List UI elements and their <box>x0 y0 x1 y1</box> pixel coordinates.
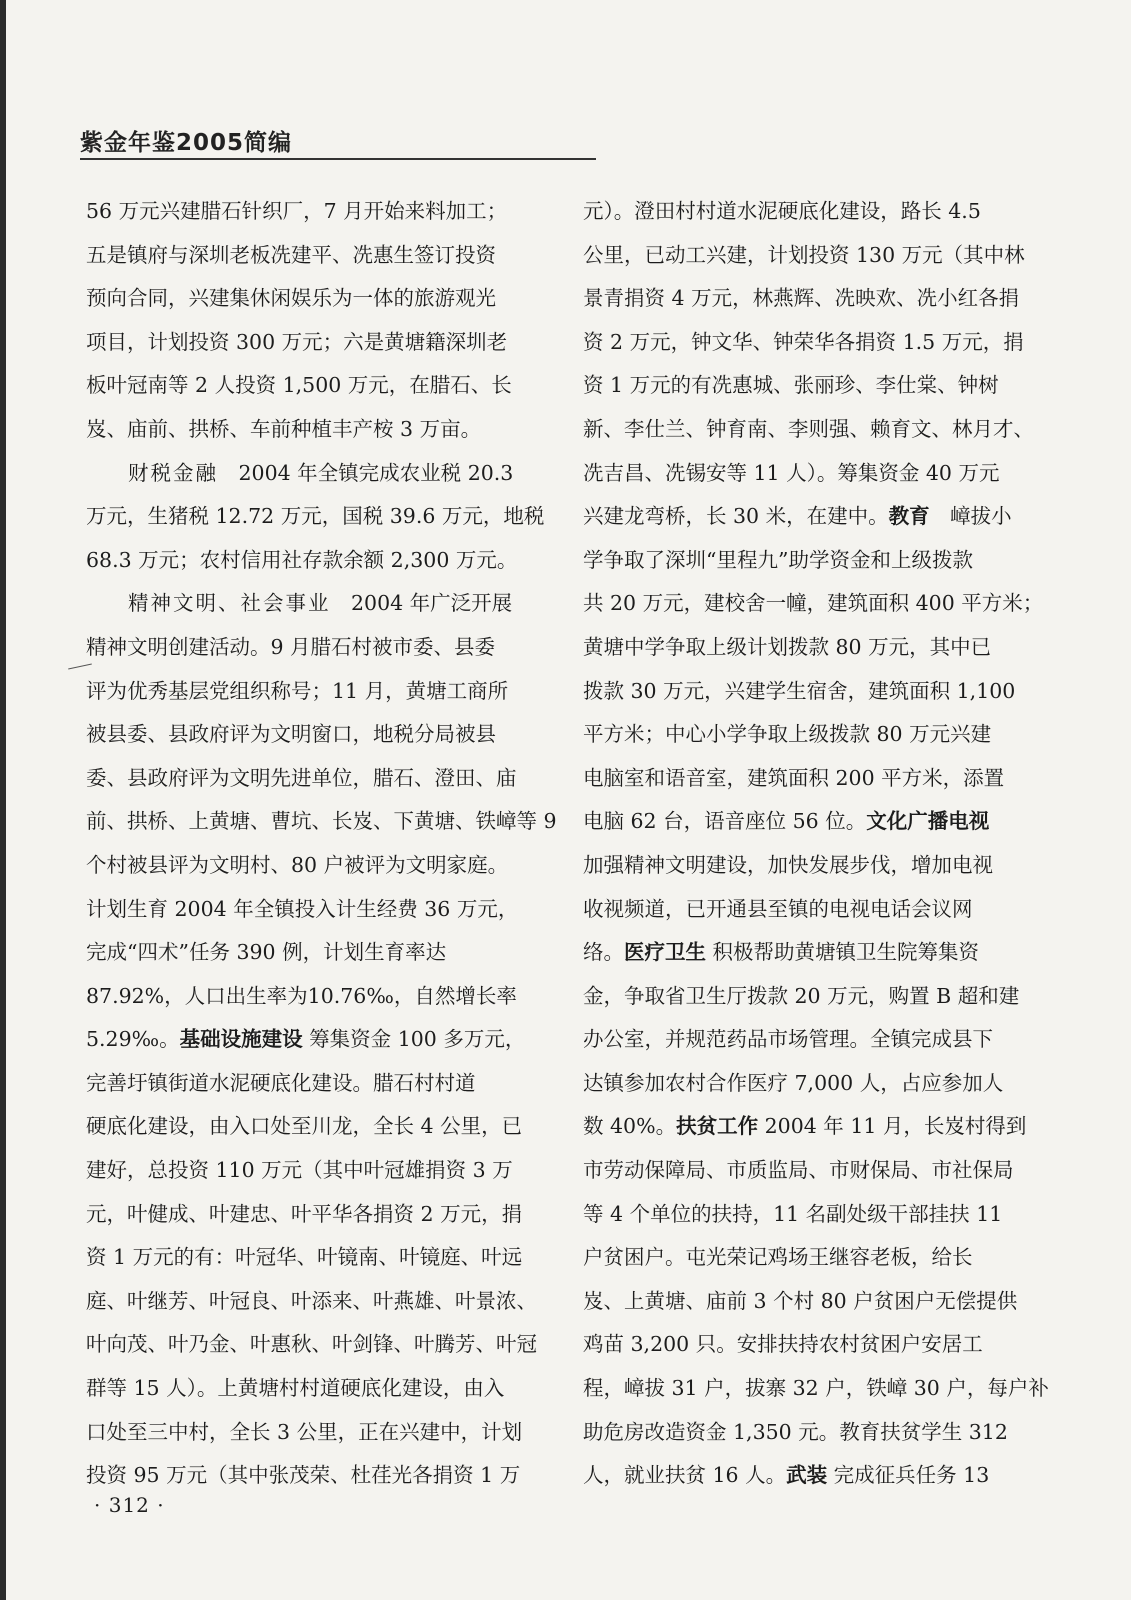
text-line <box>86 1062 526 1106</box>
text-line <box>583 582 1044 626</box>
text-run: 68.3 万元；农村信用社存款余额 2,300 万元。 <box>86 547 518 572</box>
text-run: 2004 年广泛开展 <box>330 591 513 616</box>
text-run: 新、李仕兰、钟育南、李则强、赖育文、林月才、 <box>583 416 1034 441</box>
text-run: 冼吉昌、冼锡安等 11 人）。筹集资金 40 万元 <box>583 460 1000 485</box>
text-line <box>583 1454 1025 1498</box>
text-run: 项目，计划投资 300 万元；六是黄塘籍深圳老 <box>86 329 508 354</box>
text-line <box>583 452 1025 496</box>
section-keyword: 武装 <box>786 1463 828 1488</box>
text-line <box>86 1018 526 1062</box>
text-run: 资 2 万元，钟文华、钟荣华各捐资 1.5 万元，捐 <box>583 329 1024 354</box>
text-line <box>86 190 526 234</box>
text-run: 被县委、县政府评为文明窗口，地税分局被县 <box>86 722 496 747</box>
text-run: 资 1 万元的有：叶冠华、叶镜南、叶镜庭、叶远 <box>86 1245 523 1270</box>
text-run: 兴建龙弯桥，长 30 米，在建中。 <box>583 504 889 529</box>
text-line <box>86 757 526 801</box>
text-line <box>86 1411 526 1455</box>
text-run: 人，就业扶贫 16 人。 <box>583 1463 787 1488</box>
text-line <box>583 495 1025 539</box>
text-line <box>86 1280 537 1324</box>
text-run: 筹集资金 100 多万元， <box>302 1027 526 1052</box>
text-run: 计划生育 2004 年全镇投入计生经费 36 万元， <box>86 896 519 921</box>
text-line <box>583 931 1025 975</box>
text-line <box>86 408 526 452</box>
text-line <box>86 975 526 1019</box>
text-run: 拨款 30 万元，兴建学生宿舍，建筑面积 1,100 <box>583 678 1016 703</box>
text-run: 群等 15 人）。上黄塘村村道硬底化建设，由入 <box>86 1376 505 1401</box>
text-run: 元）。澄田村村道水泥硬底化建设，路长 4.5 <box>583 199 981 223</box>
text-line <box>86 888 526 932</box>
text-line <box>86 670 526 714</box>
text-line <box>86 495 545 539</box>
text-line <box>86 1454 526 1498</box>
text-run: 学争取了深圳“里程九”助学资金和上级拨款 <box>583 547 973 572</box>
text-line <box>86 931 526 975</box>
text-line <box>86 1236 526 1280</box>
text-run: 5.29‰。 <box>86 1027 180 1052</box>
text-line <box>86 844 526 888</box>
text-line <box>583 713 1025 757</box>
text-run: 56 万元兴建腊石针织厂，7 月开始来料加工； <box>86 199 508 223</box>
text-run: 87.92%，人口出生率为10.76‰，自然增长率 <box>86 983 517 1008</box>
text-line <box>583 800 1025 844</box>
text-line <box>86 1367 526 1411</box>
text-line <box>583 1062 1025 1106</box>
section-keyword: 精神文明、社会事业 <box>128 591 331 616</box>
text-run: 数 40%。 <box>583 1114 677 1139</box>
text-run: 程，嶂拔 31 户，拔寨 32 户，铁嶂 30 户，每户补 <box>583 1376 1049 1401</box>
text-run: 精神文明创建活动。9 月腊石村被市委、县委 <box>86 634 496 659</box>
scan-edge <box>0 0 6 1600</box>
text-run: 岌、庙前、拱桥、车前种植丰产桉 3 万亩。 <box>86 416 482 441</box>
text-run: 完善圩镇街道水泥硬底化建设。腊石村村道 <box>86 1070 476 1095</box>
text-run: 金，争取省卫生厅拨款 20 万元，购置 B 超和建 <box>583 983 1020 1008</box>
text-run: 2004 年 11 月，长岌村得到 <box>758 1114 1027 1139</box>
text-line <box>583 1236 1025 1280</box>
running-header-title: 紫金年鉴2005简编 <box>80 130 293 156</box>
text-run: 达镇参加农村合作医疗 7,000 人，占应参加人 <box>583 1070 1004 1095</box>
text-line <box>583 234 1025 278</box>
text-run: 公里，已动工兴建，计划投资 130 万元（其中林 <box>583 242 1025 267</box>
text-line <box>86 713 526 757</box>
text-run: 鸡苗 3,200 只。安排扶持农村贫困户安居工 <box>583 1332 983 1357</box>
text-run: 口处至三中村，全长 3 公里，正在兴建中，计划 <box>86 1419 523 1444</box>
text-line <box>583 844 1025 888</box>
text-line <box>86 1323 537 1367</box>
text-run: 个村被县评为文明村、80 户被评为文明家庭。 <box>86 852 509 877</box>
text-run: 加强精神文明建设，加快发展步伐，增加电视 <box>583 852 993 877</box>
text-line <box>86 321 526 365</box>
text-run: 五是镇府与深圳老板冼建平、冼惠生签订投资 <box>86 242 496 267</box>
text-line <box>86 800 557 844</box>
text-run: 户贫困户。屯光荣记鸡场王继容老板，给长 <box>583 1245 973 1270</box>
text-run: 积极帮助黄塘镇卫生院筹集资 <box>706 940 980 965</box>
text-line <box>583 1149 1025 1193</box>
text-run: 办公室，并规范药品市场管理。全镇完成县下 <box>583 1027 993 1052</box>
text-run: 平方米；中心小学争取上级拨款 80 万元兴建 <box>583 722 992 747</box>
right-text-column <box>583 190 1049 1498</box>
text-line <box>86 364 526 408</box>
text-run: 庭、叶继芳、叶冠良、叶添来、叶燕雄、叶景浓、 <box>86 1288 537 1313</box>
text-run: 景青捐资 4 万元，林燕辉、冼映欢、冼小红各捐 <box>583 286 1020 311</box>
text-run: 嶂拔小 <box>929 504 1012 529</box>
left-text-column <box>86 190 557 1498</box>
text-run: 等 4 个单位的扶持，11 名副处级干部挂扶 11 <box>583 1201 1003 1226</box>
text-line <box>583 277 1025 321</box>
text-run: 元，叶健成、叶建忠、叶平华各捐资 2 万元，捐 <box>86 1201 523 1226</box>
text-run: 黄塘中学争取上级计划拨款 80 万元，其中已 <box>583 634 992 659</box>
page-number: · 312 · <box>94 1493 165 1517</box>
text-line <box>583 1323 1025 1367</box>
text-line <box>583 1193 1025 1237</box>
text-line <box>86 234 526 278</box>
header-rule <box>80 158 596 160</box>
text-run: 资 1 万元的有冼惠城、张丽珍、李仕棠、钟树 <box>583 373 999 398</box>
text-line <box>583 539 1025 583</box>
text-run: 预向合同，兴建集休闲娱乐为一体的旅游观光 <box>86 286 496 311</box>
text-run: 建好，总投资 110 万元（其中叶冠雄捐资 3 万 <box>86 1158 513 1183</box>
text-line <box>583 670 1025 714</box>
section-keyword: 文化广播电视 <box>866 809 990 834</box>
text-line <box>583 408 1034 452</box>
text-run: 完成征兵任务 13 <box>827 1463 990 1488</box>
text-line <box>583 1105 1025 1149</box>
text-run: 电脑室和语音室，建筑面积 200 平方米，添置 <box>583 765 1005 790</box>
text-run: 2004 年全镇完成农业税 20.3 <box>218 460 514 485</box>
text-line <box>583 1411 1025 1455</box>
text-line <box>583 321 1025 365</box>
text-run: 完成“四术”任务 390 例，计划生育率达 <box>86 940 447 965</box>
text-line <box>583 1367 1049 1411</box>
text-run: 硬底化建设，由入口处至川龙，全长 4 公里，已 <box>86 1114 523 1139</box>
text-run: 万元，生猪税 12.72 万元，国税 39.6 万元，地税 <box>86 504 545 529</box>
text-run: 投资 95 万元（其中张茂荣、杜荏光各捐资 1 万 <box>86 1463 521 1488</box>
text-line <box>583 888 1025 932</box>
text-line <box>583 626 1025 670</box>
text-line <box>86 452 526 496</box>
text-line <box>583 1280 1025 1324</box>
text-line <box>583 190 1025 234</box>
text-line <box>86 1193 526 1237</box>
text-line <box>86 582 526 626</box>
text-run: 络。 <box>583 940 624 965</box>
text-run: 市劳动保障局、市质监局、市财保局、市社保局 <box>583 1158 1014 1183</box>
text-line <box>583 975 1025 1019</box>
text-line <box>583 364 1025 408</box>
text-run: 委、县政府评为文明先进单位，腊石、澄田、庙 <box>86 765 517 790</box>
text-run: 评为优秀基层党组织称号；11 月，黄塘工商所 <box>86 678 509 703</box>
section-keyword: 基础设施建设 <box>179 1027 303 1052</box>
text-run: 板叶冠南等 2 人投资 1,500 万元，在腊石、长 <box>86 373 512 398</box>
text-line <box>86 1149 526 1193</box>
text-run: 叶向茂、叶乃金、叶惠秋、叶剑锋、叶腾芳、叶冠 <box>86 1332 537 1357</box>
text-line <box>583 757 1025 801</box>
text-run: 前、拱桥、上黄塘、曹坑、长岌、下黄塘、铁嶂等 9 <box>86 809 557 834</box>
text-line <box>86 277 526 321</box>
text-run: 岌、上黄塘、庙前 3 个村 80 户贫困户无偿提供 <box>583 1288 1018 1313</box>
text-line <box>583 1018 1025 1062</box>
text-run: 电脑 62 台，语音座位 56 位。 <box>583 809 867 834</box>
section-keyword: 医疗卫生 <box>624 940 706 965</box>
text-run: 助危房改造资金 1,350 元。教育扶贫学生 312 <box>583 1419 1008 1444</box>
text-line <box>86 626 526 670</box>
section-keyword: 教育 <box>888 504 930 529</box>
text-run: 共 20 万元，建校舍一幢，建筑面积 400 平方米； <box>583 591 1044 616</box>
section-keyword: 扶贫工作 <box>676 1114 759 1139</box>
text-line <box>86 1105 526 1149</box>
section-keyword: 财税金融 <box>128 460 218 485</box>
text-line <box>86 539 526 583</box>
text-run: 收视频道，已开通县至镇的电视电话会议网 <box>583 896 973 921</box>
